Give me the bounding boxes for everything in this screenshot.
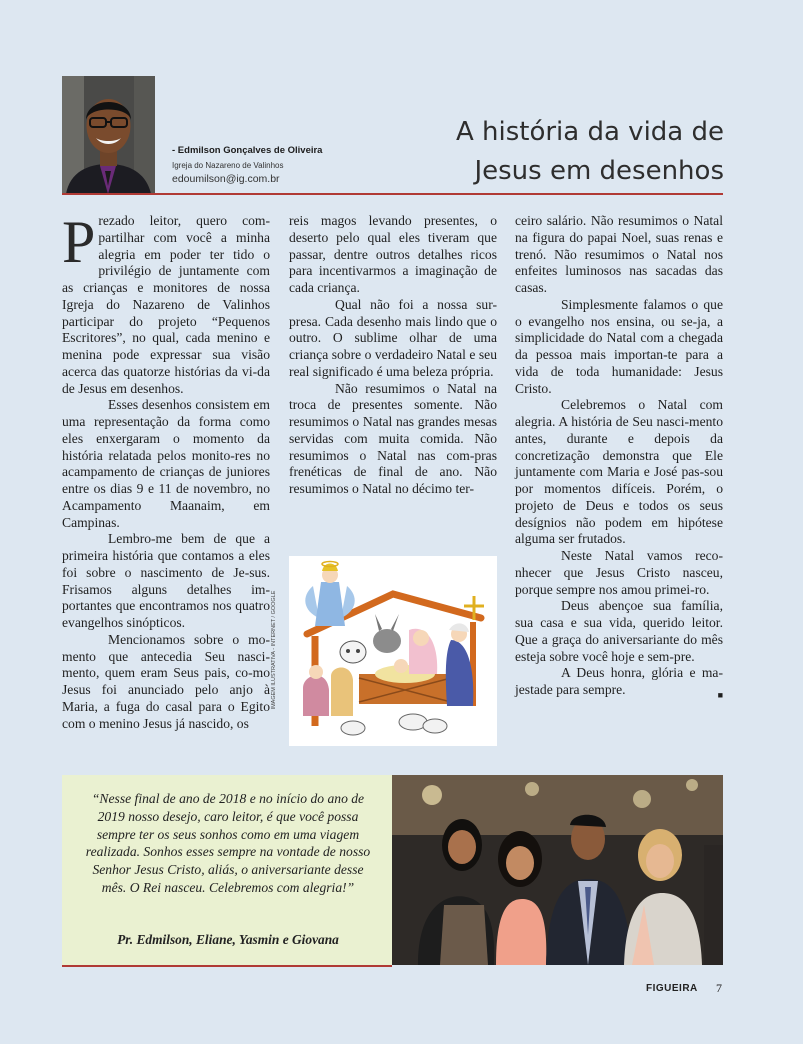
paragraph-text: rezado leitor, quero com-partilhar com você a minha alegria em poder ter tido o privilégio de juntamente com as crianças e monitores de nossa Igreja do Nazareno de Valinhos participar do projeto “Pequenos Escritores”, no qual, cada menino e menina pode expressar sua visão acerca das quatorze histórias da vi-da de Jesus em desenhos. <box>62 213 270 396</box>
title-line-2: Jesus em desenhos <box>474 156 724 186</box>
quote-text: “Nesse final de ano de 2018 e no início do ano de 2019 nosso desejo, caro leitor, é que você possa sempre ter os seus sonhos como em uma viagem realizada. Sonhos esses sempre na vontade de nosso Senhor Jesus Cristo, aliás, o aniversariante desse mês. O Rei nasceu. Celebremos com alegria!” <box>85 791 371 895</box>
magazine-brand: FIGUEIRA <box>646 983 698 994</box>
paragraph-text: A Deus honra, glória e ma-jestade para sempre. <box>515 665 723 697</box>
article-title <box>456 113 724 191</box>
author-church: Igreja do Nazareno de Valinhos <box>172 161 284 170</box>
image-credit: IMAGEM ILUSTRATIVA - INTERNET / GOOGLE <box>271 590 277 710</box>
author-photo <box>62 76 155 194</box>
paragraph: Celebremos o Natal com alegria. A história de Seu nasci-mento antes, durante e depois da concretização demonstra que Ele juntamente com Maria e José pas-sou por momentos difíceis. Porém, o projeto de Deus e todos os seus desígnios não podem em hipótese alguma ser frutados. <box>515 397 723 547</box>
article-column-1 <box>62 209 270 732</box>
paragraph: Esses desenhos consistem em uma representação da forma como eles enxergaram o momento da história relatada pelos monito-res no acampamento de crianças de juniores entre os dias 9 e 11 de novembro, no Acampamento Maanaim, em Campinas. <box>62 397 270 530</box>
paragraph: Qual não foi a nossa sur-presa. Cada desenho mais lindo que o outro. O sublime olhar de uma criança sobre o verdadeiro Natal e seu real significado é uma beleza própria. <box>289 296 497 379</box>
paragraph: Neste Natal vamos reco-nhecer que Jesus Cristo nasceu, porque sempre nos amou primei-ro. <box>515 548 723 597</box>
end-mark: ■ <box>717 690 723 700</box>
quote-signature: Pr. Edmilson, Eliane, Yasmin e Giovana <box>117 932 339 947</box>
paragraph: Não resumimos o Natal na troca de presentes somente. Não resumimos o Natal nas grandes mesas servidas com muita comida. Não resumimos o Natal nas com-pras frenéticas de final de ano. Não resumimos o Natal no décimo ter- <box>289 380 497 496</box>
title-line-1: A história da vida de <box>455 117 724 147</box>
paragraph <box>515 665 723 699</box>
paragraph: reis magos levando presentes, o deserto pelo qual eles tiveram que passar, dentre outros detalhes ricos para incentivarmos a imaginação de cada criança. <box>289 213 497 295</box>
quote-box <box>62 775 392 967</box>
nativity-drawing <box>289 556 497 746</box>
title-divider <box>62 193 723 195</box>
drop-cap: P <box>62 209 96 275</box>
article-column-2 <box>289 213 497 498</box>
paragraph <box>62 209 270 397</box>
page-number: 7 <box>716 981 722 995</box>
paragraph: Simplesmente falamos o que o evangelho nos ensina, ou se-ja, a simplicidade do Natal com a chegada da pessoa mais importan-te para a vida de toda humanidade: Jesus Cristo. <box>515 296 723 396</box>
paragraph: ceiro salário. Não resumimos o Natal na figura do papai Noel, suas renas e trenó. Não resumimos o Natal nos enfeites luminosos nas sacadas das casas. <box>515 213 723 295</box>
author-email: edoumilson@ig.com.br <box>172 173 280 185</box>
paragraph: Mencionamos sobre o mo-mento que antecedia Seu nasci-mento, quem eram Seus pais, co-mo Jesus foi anunciado pelo anjo à Maria, a fuga do casal para o Egito com o menino Jesus já nascido, os <box>62 631 270 731</box>
author-name: - Edmilson Gonçalves de Oliveira <box>172 145 323 156</box>
article-column-3 <box>515 213 723 704</box>
paragraph: Lembro-me bem de que a primeira história que contamos a eles foi sobre o nascimento de Je-sus. Frisamos alguns detalhes im-portantes que encontramos nos quatro evangelhos sinópticos. <box>62 531 270 630</box>
paragraph: Deus abençoe sua família, sua casa e sua vida, querido leitor. Que a graça do aniversariante do mês esteja sobre você hoje e sem-pre. <box>515 598 723 664</box>
family-photo <box>392 775 723 965</box>
author-info <box>172 145 322 185</box>
